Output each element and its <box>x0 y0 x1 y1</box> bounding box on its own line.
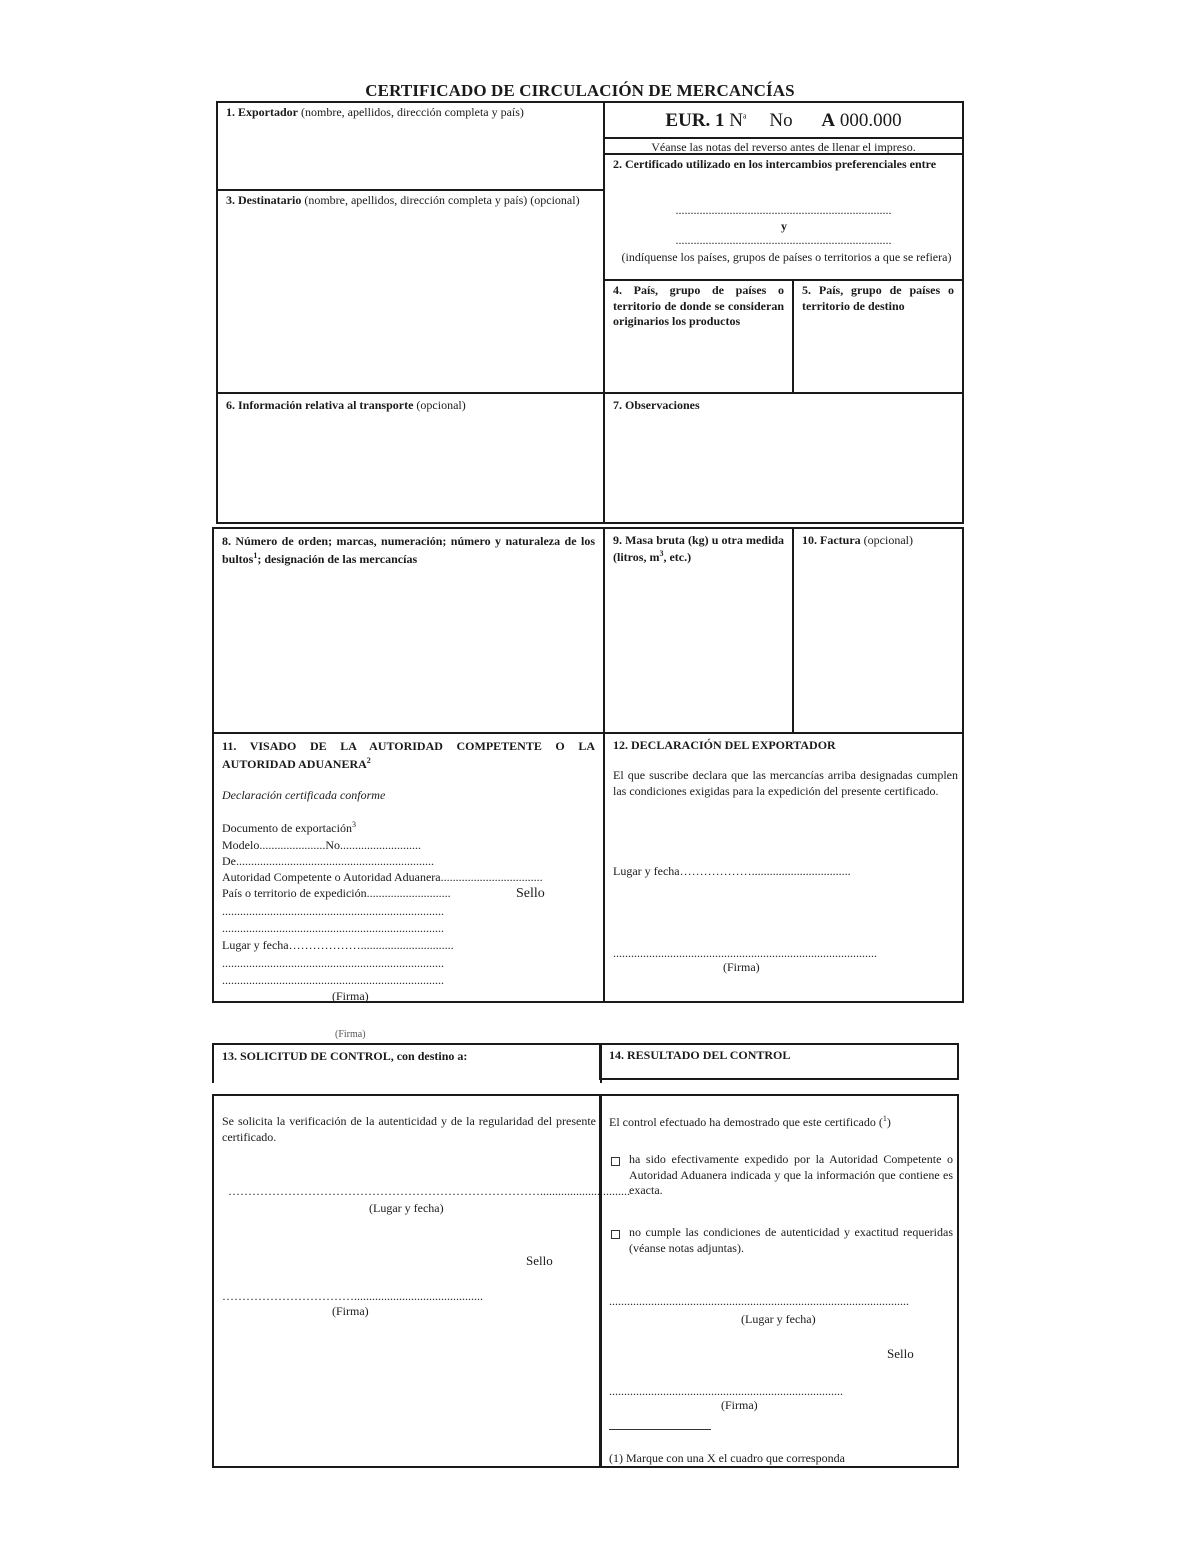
box-11-lugar: Lugar y fecha………………............................... <box>222 938 454 952</box>
box-12-title: 12. DECLARACIÓN DEL EXPORTADOR <box>613 738 836 752</box>
box-4-label: 4. País, grupo de países o territorio de donde se consideran originarios los productos <box>613 283 784 329</box>
box-12-firma: (Firma) <box>723 960 760 974</box>
eur1-no: No <box>769 110 793 131</box>
box-11-sello: Sello <box>516 886 545 901</box>
box-9-label-end: , etc.) <box>663 549 692 564</box>
box-14-dots-2: .............................................................................. <box>609 1384 843 1398</box>
cut-firma-remnant: (Firma) <box>335 1029 366 1040</box>
box-12-dots: ........................................................................................ <box>613 946 877 960</box>
box-2-and: y <box>781 219 787 233</box>
box-3-hint: (nombre, apellidos, dirección completa y país) (opcional) <box>301 193 580 207</box>
eur1-na: N <box>729 110 744 131</box>
box-12-declaracion[interactable] <box>603 732 964 1003</box>
box-14-intro-sup: 1 <box>882 1114 887 1123</box>
box-9-label: 9. Masa bruta (kg) u otra medida (litros, m <box>613 533 784 564</box>
box-12-lugar: Lugar y fecha………………................................. <box>613 864 851 878</box>
box-11-dots-4: .......................................................................... <box>222 973 444 987</box>
box-10-label: 10. Factura <box>802 533 861 547</box>
box-14-intro: El control efectuado ha demostrado que este certificado ( <box>609 1115 883 1129</box>
box-6-label: 6. Información relativa al transporte <box>226 398 414 412</box>
eur1-header <box>603 101 964 139</box>
box-2-label: 2. Certificado utilizado en los intercambios preferenciales entre <box>613 157 937 171</box>
form-title: CERTIFICADO DE CIRCULACIÓN DE MERCANCÍAS <box>365 81 795 100</box>
box-2-hint: (indíquense los países, grupos de países o territorios a que se refiera) <box>621 250 952 264</box>
box-6-transporte[interactable] <box>216 392 605 524</box>
box-11-de: De.................................................................. <box>222 854 434 868</box>
box-10-factura[interactable] <box>792 527 964 734</box>
box-5-label: 5. País, grupo de países o territorio de destino <box>802 283 954 313</box>
box-4-origen[interactable] <box>603 279 794 394</box>
notes-text: Véanse las notas del reverso antes de llenar el impreso. <box>651 140 916 154</box>
box-11-firma: (Firma) <box>332 989 369 1003</box>
checkbox-expedido[interactable] <box>611 1157 620 1166</box>
box-11-doc-sup: 3 <box>351 820 356 829</box>
box-2-dots-2: ........................................................................ <box>675 233 892 247</box>
box-6-hint: (opcional) <box>413 398 466 412</box>
box-11-pais: País o territorio de expedición............................ <box>222 886 451 900</box>
box-8-mercancias[interactable] <box>212 527 605 734</box>
box-14-dots: .................................................................................................... <box>609 1294 909 1308</box>
box-14-option-1: ha sido efectivamente expedido por la Autoridad Competente o Autoridad Aduanera indicada y que la información que contiene es exacta. <box>629 1152 953 1198</box>
eur1-label: EUR. 1 <box>665 110 725 131</box>
box-13-title: 13. SOLICITUD DE CONTROL, con destino a: <box>222 1049 468 1063</box>
box-1-label: 1. Exportador <box>226 105 298 119</box>
box-1-hint: (nombre, apellidos, dirección completa y país) <box>298 105 524 119</box>
box-13-body[interactable] <box>212 1094 630 1468</box>
box-7-label: 7. Observaciones <box>613 398 700 412</box>
box-11-autoridad: Autoridad Competente o Autoridad Aduanera.................................. <box>222 870 543 884</box>
box-13-sello: Sello <box>526 1253 553 1268</box>
box-9-sup: 3 <box>659 548 664 558</box>
box-11-visado[interactable] <box>212 732 605 1003</box>
box-14-title: 14. RESULTADO DEL CONTROL <box>609 1048 791 1062</box>
eur1-na-sup: a <box>743 111 747 121</box>
box-13-dots: …………………………………………………………………….............................. <box>228 1184 630 1198</box>
box-11-doc: Documento de exportación <box>222 821 352 835</box>
box-8-label: 8. Número de orden; marcas, numeración; número y naturaleza de los bultos <box>222 534 595 567</box>
box-2-dots-1: ........................................................................ <box>675 203 892 217</box>
box-14-option-2: no cumple las condiciones de autenticidad y exactitud requeridas (véanse notas adjuntas). <box>629 1225 953 1255</box>
box-14-lugar: (Lugar y fecha) <box>741 1312 816 1326</box>
box-11-title-sup: 2 <box>366 756 371 766</box>
box-11-title: 11. VISADO DE LA AUTORIDAD COMPETENTE O LA AUTORIDAD ADUANERA <box>222 739 595 772</box>
box-10-hint: (opcional) <box>860 533 913 547</box>
box-11-declaration: Declaración certificada conforme <box>222 788 386 802</box>
box-5-destino[interactable] <box>792 279 964 394</box>
box-11-dots-1: .......................................................................... <box>222 904 444 918</box>
box-8-sup: 1 <box>253 551 258 561</box>
box-1-exportador[interactable] <box>216 101 605 191</box>
box-13-firma: (Firma) <box>332 1304 369 1318</box>
box-13-text: Se solicita la verificación de la autenticidad y de la regularidad del presente certificado. <box>222 1114 596 1144</box>
box-2-intercambios[interactable] <box>603 153 964 281</box>
box-14-footnote: (1) Marque con una X el cuadro que corresponda <box>609 1451 845 1465</box>
box-11-modelo: Modelo......................No........................... <box>222 838 421 852</box>
box-13-header <box>212 1043 602 1083</box>
box-14-sello: Sello <box>887 1346 914 1361</box>
box-14-header <box>599 1043 959 1080</box>
box-12-text: El que suscribe declara que las mercancías arriba designadas cumplen las condiciones exigidas para la expedición del presente certificado. <box>613 768 958 798</box>
box-14-firma: (Firma) <box>721 1398 758 1412</box>
box-3-label: 3. Destinatario <box>226 193 302 207</box>
box-11-dots-3: .......................................................................... <box>222 956 444 970</box>
box-9-masa[interactable] <box>603 527 794 734</box>
box-7-observaciones[interactable] <box>603 392 964 524</box>
box-11-dots-2: .......................................................................... <box>222 921 444 935</box>
box-3-destinatario[interactable] <box>216 189 605 394</box>
checkbox-no-cumple[interactable] <box>611 1230 620 1239</box>
box-13-lugar: (Lugar y fecha) <box>369 1201 444 1215</box>
footnote-rule <box>609 1429 711 1430</box>
box-13-dots-2: ……………………………........................................... <box>222 1289 483 1303</box>
box-14-intro-end: ) <box>886 1115 891 1129</box>
eur1-number: 000.000 <box>839 110 902 131</box>
box-14-body[interactable] <box>599 1094 959 1468</box>
eur1-series: A <box>821 110 836 131</box>
box-8-label-end: ; designación de las mercancías <box>257 552 418 567</box>
